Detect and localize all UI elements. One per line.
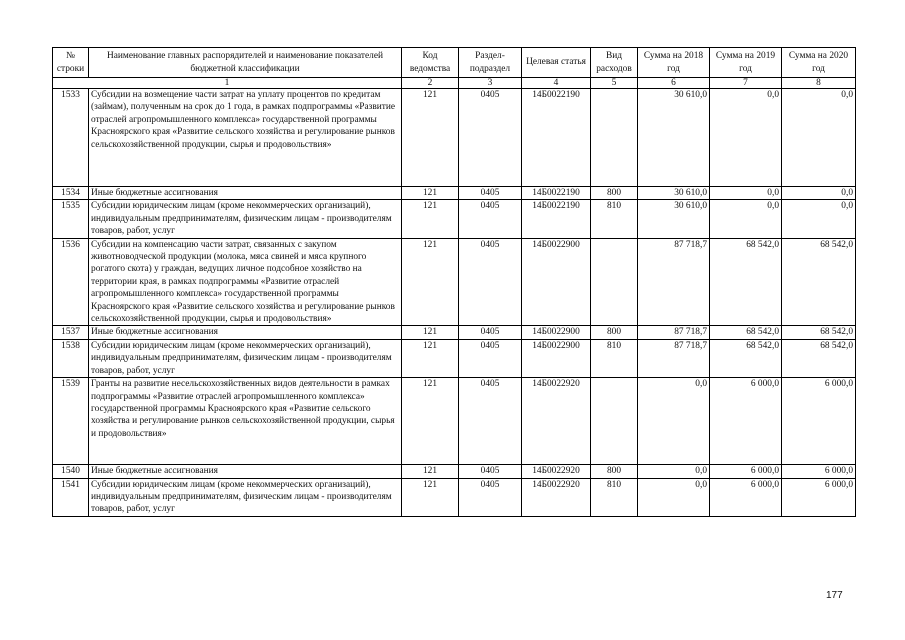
row-number: 1534 xyxy=(53,187,89,200)
sum-2019: 0,0 xyxy=(710,200,782,238)
sum-2020: 0,0 xyxy=(782,187,856,200)
sum-2019: 68 542,0 xyxy=(710,326,782,339)
table-row xyxy=(53,187,856,200)
sum-2020: 68 542,0 xyxy=(782,238,856,326)
column-number: 5 xyxy=(591,78,638,89)
table-row xyxy=(53,465,856,478)
column-number: 4 xyxy=(522,78,591,89)
sum-2019: 0,0 xyxy=(710,89,782,187)
row-number: 1535 xyxy=(53,200,89,238)
sum-2020: 6 000,0 xyxy=(782,478,856,516)
column-number-row xyxy=(53,78,856,89)
row-number: 1541 xyxy=(53,478,89,516)
dept-code: 121 xyxy=(402,326,459,339)
header-target: Целевая статья xyxy=(522,48,591,78)
page-number: 177 xyxy=(826,590,843,601)
sum-2019: 6 000,0 xyxy=(710,465,782,478)
table-row xyxy=(53,326,856,339)
dept-code: 121 xyxy=(402,238,459,326)
section-code: 0405 xyxy=(459,339,522,377)
header-row xyxy=(53,48,856,78)
sum-2018: 0,0 xyxy=(638,378,710,465)
sum-2018: 87 718,7 xyxy=(638,339,710,377)
table-row xyxy=(53,478,856,516)
expense-type xyxy=(591,238,638,326)
sum-2018: 30 610,0 xyxy=(638,200,710,238)
row-number: 1540 xyxy=(53,465,89,478)
row-number: 1536 xyxy=(53,238,89,326)
table-row xyxy=(53,378,856,465)
column-number: 8 xyxy=(782,78,856,89)
table-row xyxy=(53,339,856,377)
expense-type xyxy=(591,89,638,187)
header-section: Раздел-подраздел xyxy=(459,48,522,78)
expense-type: 800 xyxy=(591,326,638,339)
target-code: 14Б0022900 xyxy=(522,238,591,326)
dept-code: 121 xyxy=(402,89,459,187)
row-name: Субсидии на возмещение части затрат на уплату процентов по кредитам (займам), полученным на срок до 1 года, в рамках подпрограммы «Развитие отраслей агропромышленного комплекса» государственной программы Красноярского края «Развитие сельского хозяйства и регулирование рынков сельскохозяйственной продукции, сырья и продовольствия» xyxy=(89,89,402,187)
sum-2020: 68 542,0 xyxy=(782,339,856,377)
expense-type: 800 xyxy=(591,465,638,478)
section-code: 0405 xyxy=(459,326,522,339)
section-code: 0405 xyxy=(459,478,522,516)
column-number: 3 xyxy=(459,78,522,89)
dept-code: 121 xyxy=(402,478,459,516)
header-sum-2019: Сумма на 2019 год xyxy=(710,48,782,78)
expense-type: 800 xyxy=(591,187,638,200)
expense-type: 810 xyxy=(591,478,638,516)
sum-2019: 6 000,0 xyxy=(710,378,782,465)
row-number: 1539 xyxy=(53,378,89,465)
table-row xyxy=(53,238,856,326)
dept-code: 121 xyxy=(402,187,459,200)
sum-2020: 0,0 xyxy=(782,200,856,238)
row-name: Иные бюджетные ассигнования xyxy=(89,465,402,478)
sum-2018: 30 610,0 xyxy=(638,187,710,200)
row-name: Субсидии на компенсацию части затрат, связанных с закупом животноводческой продукции (молока, мяса свиней и мяса крупного рогатого скота) у граждан, ведущих личное подсобное хозяйство на территории края, в рамках подпрограммы «Развитие отраслей агропромышленного комплекса» государственной программы Красноярского края «Развитие сельского хозяйства и регулирование рынков сельскохозяйственной продукции, сырья и продовольствия» xyxy=(89,238,402,326)
sum-2019: 0,0 xyxy=(710,187,782,200)
dept-code: 121 xyxy=(402,378,459,465)
target-code: 14Б0022190 xyxy=(522,200,591,238)
row-name: Иные бюджетные ассигнования xyxy=(89,326,402,339)
header-sum-2020: Сумма на 2020 год xyxy=(782,48,856,78)
row-name: Субсидии юридическим лицам (кроме некоммерческих организаций), индивидуальным предпринимателям, физическим лицам - производителям товаров, работ, услуг xyxy=(89,339,402,377)
target-code: 14Б0022190 xyxy=(522,89,591,187)
table-row xyxy=(53,89,856,187)
header-dept-code: Код ведомства xyxy=(402,48,459,78)
dept-code: 121 xyxy=(402,200,459,238)
header-name: Наименование главных распорядителей и наименование показателей бюджетной классификации xyxy=(89,48,402,78)
target-code: 14Б0022900 xyxy=(522,339,591,377)
budget-table xyxy=(52,47,856,517)
section-code: 0405 xyxy=(459,465,522,478)
expense-type: 810 xyxy=(591,339,638,377)
sum-2020: 0,0 xyxy=(782,89,856,187)
target-code: 14Б0022920 xyxy=(522,478,591,516)
row-name: Субсидии юридическим лицам (кроме некоммерческих организаций), индивидуальным предпринимателям, физическим лицам - производителям товаров, работ, услуг xyxy=(89,200,402,238)
row-name: Иные бюджетные ассигнования xyxy=(89,187,402,200)
target-code: 14Б0022920 xyxy=(522,465,591,478)
column-number: 2 xyxy=(402,78,459,89)
target-code: 14Б0022190 xyxy=(522,187,591,200)
row-name: Субсидии юридическим лицам (кроме некоммерческих организаций), индивидуальным предпринимателям, физическим лицам - производителям товаров, работ, услуг xyxy=(89,478,402,516)
sum-2019: 6 000,0 xyxy=(710,478,782,516)
sum-2018: 30 610,0 xyxy=(638,89,710,187)
sum-2020: 6 000,0 xyxy=(782,378,856,465)
header-row-no: № строки xyxy=(53,48,89,78)
dept-code: 121 xyxy=(402,465,459,478)
sum-2018: 87 718,7 xyxy=(638,238,710,326)
sum-2019: 68 542,0 xyxy=(710,238,782,326)
target-code: 14Б0022900 xyxy=(522,326,591,339)
dept-code: 121 xyxy=(402,339,459,377)
row-number: 1537 xyxy=(53,326,89,339)
section-code: 0405 xyxy=(459,187,522,200)
section-code: 0405 xyxy=(459,378,522,465)
sum-2018: 0,0 xyxy=(638,478,710,516)
expense-type xyxy=(591,378,638,465)
header-expense-type: Вид расходов xyxy=(591,48,638,78)
header-sum-2018: Сумма на 2018 год xyxy=(638,48,710,78)
column-number: 6 xyxy=(638,78,710,89)
row-name: Гранты на развитие несельскохозяйственных видов деятельности в рамках подпрограммы «Развитие отраслей агропромышленного комплекса» государственной программы Красноярского края «Развитие сельского хозяйства и регулирование рынков сельскохозяйственной продукции, сырья и продовольствия» xyxy=(89,378,402,465)
column-number: 1 xyxy=(53,78,402,89)
expense-type: 810 xyxy=(591,200,638,238)
table-row xyxy=(53,200,856,238)
sum-2018: 87 718,7 xyxy=(638,326,710,339)
column-number: 7 xyxy=(710,78,782,89)
section-code: 0405 xyxy=(459,200,522,238)
target-code: 14Б0022920 xyxy=(522,378,591,465)
sum-2020: 6 000,0 xyxy=(782,465,856,478)
row-number: 1538 xyxy=(53,339,89,377)
section-code: 0405 xyxy=(459,238,522,326)
sum-2019: 68 542,0 xyxy=(710,339,782,377)
row-number: 1533 xyxy=(53,89,89,187)
sum-2020: 68 542,0 xyxy=(782,326,856,339)
section-code: 0405 xyxy=(459,89,522,187)
sum-2018: 0,0 xyxy=(638,465,710,478)
